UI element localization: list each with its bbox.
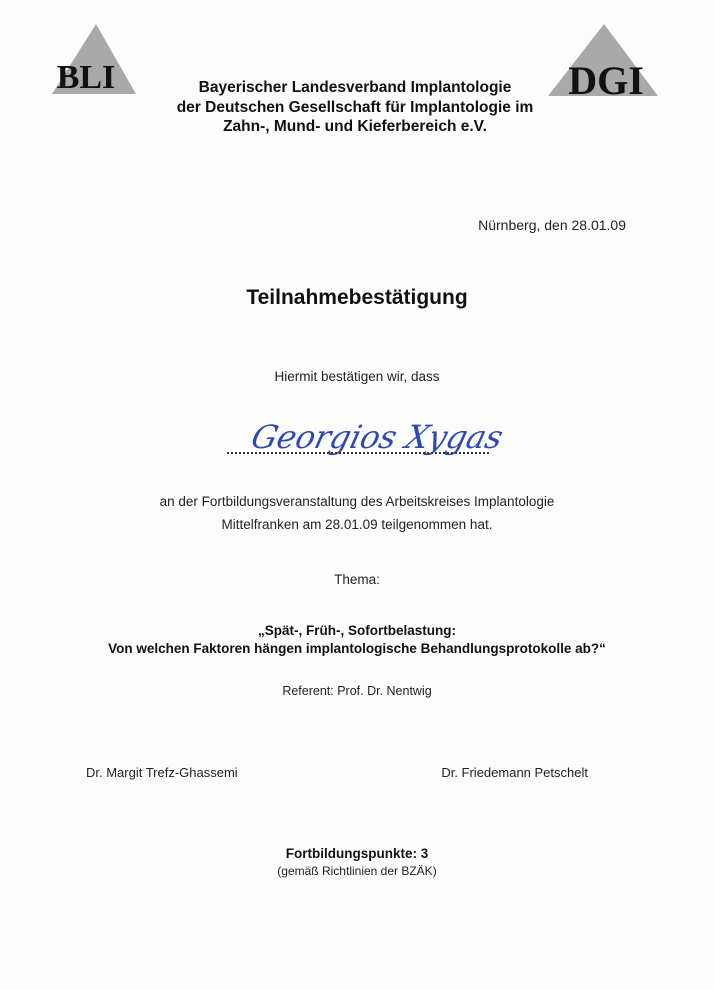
signer-left: Dr. Margit Trefz-Ghassemi xyxy=(86,765,238,780)
organization-header xyxy=(140,78,570,137)
bli-logo xyxy=(44,22,136,98)
topic-line-1: „Spät-, Früh-, Sofortbelastung: xyxy=(258,623,456,638)
signature-dotted-line xyxy=(227,452,489,454)
statement-line-2: Mittelfranken am 28.01.09 teilgenommen hat. xyxy=(221,517,493,532)
topic-line-2: Von welchen Faktoren hängen implantologische Behandlungsprotokolle ab?“ xyxy=(108,641,606,656)
intro-text: Hiermit bestätigen wir, dass xyxy=(274,369,440,384)
signer-right: Dr. Friedemann Petschelt xyxy=(441,765,588,780)
training-points: Fortbildungspunkte: 3 xyxy=(285,846,429,861)
thema-label: Thema: xyxy=(334,572,380,587)
training-points-note: (gemäß Richtlinien der BZÄK) xyxy=(277,864,437,878)
org-line-1: Bayerischer Landesverband Implantologie xyxy=(198,79,512,96)
attendee-signature xyxy=(240,406,520,466)
dgi-logo-text: DGI xyxy=(568,58,644,100)
place-date: Nürnberg, den 28.01.09 xyxy=(478,217,626,233)
attendee-name: Georgios Xygas xyxy=(247,418,510,456)
participation-statement xyxy=(0,490,714,536)
topic xyxy=(0,622,714,658)
speaker: Referent: Prof. Dr. Nentwig xyxy=(282,684,432,698)
org-line-2: der Deutschen Gesellschaft für Implantologie im xyxy=(176,98,534,116)
document-title: Teilnahmebestätigung xyxy=(246,286,468,309)
org-line-3: Zahn-, Mund- und Kieferbereich e.V. xyxy=(223,118,487,135)
statement-line-1: an der Fortbildungsveranstaltung des Arbeitskreises Implantologie xyxy=(159,494,555,509)
bli-logo-text: BLI xyxy=(56,59,116,96)
